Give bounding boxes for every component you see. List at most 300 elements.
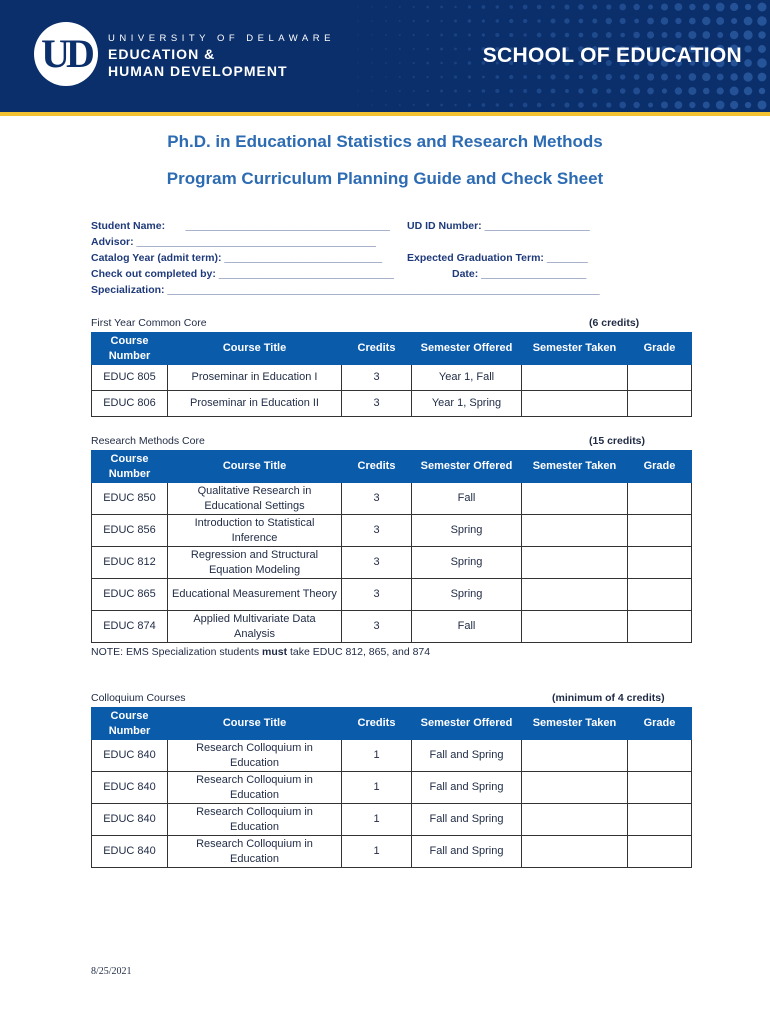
decorative-dot xyxy=(427,34,429,36)
course-credits: 3 xyxy=(342,365,412,391)
decorative-dot xyxy=(413,62,415,64)
decorative-dot xyxy=(550,32,555,37)
table-header-row xyxy=(92,333,692,365)
decorative-dot xyxy=(730,3,738,11)
section-credits: (15 credits) xyxy=(589,435,646,447)
decorative-dot xyxy=(592,74,598,80)
table-row xyxy=(92,579,692,611)
course-table xyxy=(91,707,692,868)
decorative-dot xyxy=(509,89,513,93)
decorative-dot xyxy=(357,20,358,21)
decorative-dot xyxy=(551,103,555,107)
decorative-dot xyxy=(523,75,527,79)
decorative-dot xyxy=(440,6,443,9)
decorative-dot xyxy=(757,16,766,25)
semester-taken-cell[interactable] xyxy=(522,391,628,417)
decorative-dot xyxy=(661,3,668,10)
decorative-dot xyxy=(633,102,639,108)
course-title: Research Colloquium in Education xyxy=(168,772,342,804)
semester-offered: Spring xyxy=(412,515,522,547)
decorative-dot xyxy=(689,4,695,10)
header-banner xyxy=(0,0,770,112)
decorative-dot xyxy=(689,102,695,108)
decorative-dot xyxy=(496,5,499,8)
decorative-dot xyxy=(578,102,584,108)
semester-taken-cell[interactable] xyxy=(522,804,628,836)
grade-cell[interactable] xyxy=(628,547,692,579)
note-prefix: NOTE: EMS Specialization students xyxy=(91,646,262,658)
college-name-line1: EDUCATION & xyxy=(108,46,216,62)
col-semester-taken: Semester Taken xyxy=(522,708,628,740)
course-number: EDUC 874 xyxy=(92,611,168,643)
decorative-dot xyxy=(675,32,682,39)
course-number: EDUC 865 xyxy=(92,579,168,611)
decorative-dot xyxy=(399,6,401,8)
course-title: Qualitative Research in Educational Settings xyxy=(168,483,342,515)
course-title: Research Colloquium in Education xyxy=(168,836,342,868)
decorative-dot xyxy=(468,61,472,65)
decorative-dot xyxy=(634,74,640,80)
decorative-dot xyxy=(426,62,429,65)
course-credits: 1 xyxy=(342,836,412,868)
decorative-dot xyxy=(371,104,372,105)
course-title: Research Colloquium in Education xyxy=(168,740,342,772)
col-grade: Grade xyxy=(628,451,692,483)
decorative-dot xyxy=(661,32,667,38)
decorative-dot xyxy=(744,17,753,26)
decorative-dot xyxy=(399,76,401,78)
decorative-dot xyxy=(385,6,387,8)
col-semester-taken: Semester Taken xyxy=(522,451,628,483)
decorative-dot xyxy=(578,33,583,38)
decorative-dot xyxy=(357,48,358,49)
decorative-dot xyxy=(730,73,737,80)
semester-offered: Fall and Spring xyxy=(412,772,522,804)
decorative-dot xyxy=(743,30,752,39)
course-title: Proseminar in Education I xyxy=(168,365,342,391)
decorative-dot xyxy=(620,18,626,24)
decorative-dot xyxy=(551,5,555,9)
footer-date: 8/25/2021 xyxy=(91,966,132,977)
decorative-dot xyxy=(481,103,485,107)
decorative-dot xyxy=(385,62,387,64)
course-number: EDUC 840 xyxy=(92,740,168,772)
decorative-dot xyxy=(743,72,752,81)
decorative-dot xyxy=(702,17,710,25)
section-credits: (6 credits) xyxy=(589,317,640,329)
grade-cell[interactable] xyxy=(628,391,692,417)
decorative-dot xyxy=(592,5,597,10)
decorative-dot xyxy=(440,20,442,22)
decorative-dot xyxy=(717,74,724,81)
course-table xyxy=(91,450,692,643)
col-semester-taken: Semester Taken xyxy=(522,333,628,365)
decorative-dot xyxy=(454,6,456,8)
course-credits: 3 xyxy=(342,391,412,417)
semester-offered: Fall and Spring xyxy=(412,740,522,772)
course-number: EDUC 806 xyxy=(92,391,168,417)
course-title: Regression and Structural Equation Modeling xyxy=(168,547,342,579)
semester-offered: Fall xyxy=(412,611,522,643)
table-header-row xyxy=(92,708,692,740)
decorative-dot xyxy=(523,5,528,10)
decorative-dot xyxy=(399,48,401,50)
decorative-dot xyxy=(633,4,639,10)
decorative-dot xyxy=(357,62,358,63)
decorative-dot xyxy=(454,33,457,36)
grade-cell[interactable] xyxy=(628,740,692,772)
table-row xyxy=(92,740,692,772)
decorative-dot xyxy=(537,33,542,38)
col-course-title: Course Title xyxy=(168,333,342,365)
decorative-dot xyxy=(482,76,485,79)
semester-offered: Year 1, Spring xyxy=(412,391,522,417)
section-label: Colloquium Courses xyxy=(91,692,186,704)
decorative-dot xyxy=(703,88,710,95)
decorative-dot xyxy=(468,75,471,78)
note-suffix: take EDUC 812, 865, and 874 xyxy=(287,646,431,658)
table-row xyxy=(92,772,692,804)
decorative-dot xyxy=(703,4,710,11)
decorative-dot xyxy=(579,75,583,79)
decorative-dot xyxy=(537,89,542,94)
decorative-dot xyxy=(717,87,724,94)
decorative-dot xyxy=(385,20,387,22)
decorative-dot xyxy=(399,20,401,22)
decorative-dot xyxy=(413,6,415,8)
semester-taken-cell[interactable] xyxy=(522,740,628,772)
decorative-dot xyxy=(482,19,485,22)
decorative-dot xyxy=(662,88,667,93)
decorative-dot xyxy=(413,48,415,50)
course-title: Applied Multivariate Data Analysis xyxy=(168,611,342,643)
section-label: First Year Common Core xyxy=(91,317,207,329)
decorative-dot xyxy=(357,104,358,105)
col-course-number: Course Number xyxy=(92,708,168,740)
decorative-dot xyxy=(385,104,387,106)
section-credits: (minimum of 4 credits) xyxy=(552,692,665,704)
decorative-dot xyxy=(758,3,767,12)
course-credits: 3 xyxy=(342,611,412,643)
grade-cell[interactable] xyxy=(628,365,692,391)
decorative-dot xyxy=(647,73,654,80)
table-row xyxy=(92,547,692,579)
decorative-dot xyxy=(633,88,640,95)
decorative-dot xyxy=(606,4,611,9)
decorative-dot xyxy=(523,103,528,108)
decorative-dot xyxy=(647,31,654,38)
decorative-dot xyxy=(758,73,767,82)
decorative-dot xyxy=(564,102,569,107)
table-row xyxy=(92,611,692,643)
decorative-dot xyxy=(523,19,527,23)
grade-cell[interactable] xyxy=(628,515,692,547)
decorative-dot xyxy=(758,45,766,53)
decorative-dot xyxy=(509,5,513,9)
semester-taken-cell[interactable] xyxy=(522,515,628,547)
course-credits: 3 xyxy=(342,579,412,611)
course-credits: 3 xyxy=(342,515,412,547)
decorative-dot xyxy=(744,59,752,67)
decorative-dot xyxy=(413,90,415,92)
decorative-dot xyxy=(592,88,598,94)
col-semester-offered: Semester Offered xyxy=(412,451,522,483)
decorative-dot xyxy=(399,90,401,92)
course-title: Research Colloquium in Education xyxy=(168,804,342,836)
college-name-line2: HUMAN DEVELOPMENT xyxy=(108,63,288,79)
decorative-dot xyxy=(468,5,471,8)
decorative-dot xyxy=(385,90,387,92)
decorative-dot xyxy=(440,90,443,93)
decorative-dot xyxy=(757,58,767,68)
col-course-title: Course Title xyxy=(168,708,342,740)
decorative-dot xyxy=(440,48,443,51)
ud-id-field[interactable]: UD ID Number: __________________ xyxy=(407,220,590,232)
decorative-dot xyxy=(606,32,612,38)
decorative-dot xyxy=(745,102,751,108)
course-title: Proseminar in Education II xyxy=(168,391,342,417)
decorative-dot xyxy=(688,87,696,95)
decorative-dot xyxy=(454,48,457,51)
course-credits: 1 xyxy=(342,740,412,772)
decorative-dot xyxy=(592,103,597,108)
col-semester-offered: Semester Offered xyxy=(412,333,522,365)
decorative-dot xyxy=(676,74,681,79)
course-number: EDUC 805 xyxy=(92,365,168,391)
decorative-dot xyxy=(495,75,499,79)
catalog-year-field[interactable]: Catalog Year (admit term): ___________________________ xyxy=(91,252,383,264)
course-title: Introduction to Statistical Inference xyxy=(168,515,342,547)
semester-offered: Fall and Spring xyxy=(412,804,522,836)
note-emphasis: must xyxy=(262,646,288,658)
decorative-dot xyxy=(565,89,569,93)
course-number: EDUC 840 xyxy=(92,836,168,868)
decorative-dot xyxy=(385,76,387,78)
decorative-dot xyxy=(440,62,443,65)
specialization-field[interactable]: Specialization: __________________________________________________________________________ xyxy=(91,284,600,296)
decorative-dot xyxy=(509,75,513,79)
decorative-dot xyxy=(496,103,499,106)
decorative-dot xyxy=(357,90,358,91)
decorative-dot xyxy=(385,34,387,36)
decorative-dot xyxy=(413,104,415,106)
decorative-dot xyxy=(454,75,457,78)
decorative-dot xyxy=(495,33,499,37)
decorative-dot xyxy=(661,74,668,81)
decorative-dot xyxy=(688,31,696,39)
decorative-dot xyxy=(730,101,738,109)
table-row xyxy=(92,515,692,547)
grade-cell[interactable] xyxy=(628,772,692,804)
decorative-dot xyxy=(468,47,471,50)
grade-cell[interactable] xyxy=(628,483,692,515)
decorative-dot xyxy=(675,3,683,11)
semester-taken-cell[interactable] xyxy=(522,772,628,804)
expected-graduation-field[interactable]: Expected Graduation Term: _______ xyxy=(407,252,588,264)
decorative-dot xyxy=(579,19,584,24)
course-number: EDUC 812 xyxy=(92,547,168,579)
decorative-dot xyxy=(716,17,724,25)
decorative-dot xyxy=(496,19,499,22)
semester-taken-cell[interactable] xyxy=(522,483,628,515)
decorative-dot xyxy=(454,104,456,106)
course-number: EDUC 840 xyxy=(92,804,168,836)
decorative-dot xyxy=(730,31,738,39)
decorative-dot xyxy=(537,103,542,108)
decorative-dot xyxy=(509,19,513,23)
decorative-dot xyxy=(426,6,429,9)
decorative-dot xyxy=(675,18,681,24)
decorative-dot xyxy=(606,102,611,107)
col-course-number: Course Number xyxy=(92,451,168,483)
decorative-dot xyxy=(606,74,612,80)
semester-offered: Spring xyxy=(412,579,522,611)
decorative-dot xyxy=(592,18,597,23)
col-course-number: Course Number xyxy=(92,333,168,365)
decorative-dot xyxy=(537,5,542,10)
course-credits: 1 xyxy=(342,772,412,804)
date-field[interactable]: Date: __________________ xyxy=(452,268,587,280)
decorative-dot xyxy=(689,18,696,25)
university-name: UNIVERSITY OF DELAWARE xyxy=(108,33,335,44)
decorative-dot xyxy=(426,20,429,23)
decorative-dot xyxy=(413,76,415,78)
decorative-dot xyxy=(744,87,752,95)
course-title: Educational Measurement Theory xyxy=(168,579,342,611)
table-header-row xyxy=(92,451,692,483)
decorative-dot xyxy=(371,76,372,77)
semester-taken-cell[interactable] xyxy=(522,579,628,611)
semester-taken-cell[interactable] xyxy=(522,365,628,391)
specialization-note xyxy=(91,646,430,658)
decorative-dot xyxy=(371,34,372,35)
decorative-dot xyxy=(661,17,668,24)
semester-taken-cell[interactable] xyxy=(522,836,628,868)
decorative-dot xyxy=(440,76,443,79)
decorative-dot xyxy=(703,102,710,109)
decorative-dot xyxy=(716,3,725,12)
grade-cell[interactable] xyxy=(628,836,692,868)
decorative-dot xyxy=(702,73,710,81)
decorative-dot xyxy=(426,48,429,51)
decorative-dot xyxy=(648,102,653,107)
decorative-dot xyxy=(537,19,541,23)
decorative-dot xyxy=(550,74,555,79)
decorative-dot xyxy=(634,19,639,24)
semester-taken-cell[interactable] xyxy=(522,611,628,643)
decorative-dot xyxy=(675,87,682,94)
decorative-dot xyxy=(399,104,401,106)
col-grade: Grade xyxy=(628,333,692,365)
col-credits: Credits xyxy=(342,451,412,483)
decorative-dot xyxy=(509,33,513,37)
course-number: EDUC 856 xyxy=(92,515,168,547)
decorative-dot xyxy=(454,89,457,92)
decorative-dot xyxy=(606,18,612,24)
course-credits: 3 xyxy=(342,547,412,579)
decorative-dot xyxy=(745,4,751,10)
decorative-dot xyxy=(524,33,527,36)
decorative-dot xyxy=(468,90,471,93)
school-name: SCHOOL OF EDUCATION xyxy=(482,44,742,67)
col-semester-offered: Semester Offered xyxy=(412,708,522,740)
decorative-dot xyxy=(371,90,372,91)
decorative-dot xyxy=(357,76,358,77)
course-credits: 3 xyxy=(342,483,412,515)
decorative-dot xyxy=(523,89,527,93)
grade-cell[interactable] xyxy=(628,804,692,836)
decorative-dot xyxy=(482,33,485,36)
decorative-dot xyxy=(413,34,415,36)
student-name-field[interactable]: Student Name: ___________________________________ xyxy=(91,220,390,232)
table-row xyxy=(92,483,692,515)
table-row xyxy=(92,836,692,868)
decorative-dot xyxy=(551,89,556,94)
semester-taken-cell[interactable] xyxy=(522,547,628,579)
grade-cell[interactable] xyxy=(628,611,692,643)
decorative-dot xyxy=(537,75,541,79)
decorative-dot xyxy=(468,103,471,106)
ud-logo-monogram: UD xyxy=(41,31,91,76)
semester-offered: Fall xyxy=(412,483,522,515)
decorative-dot xyxy=(371,62,372,63)
decorative-dot xyxy=(454,62,457,65)
decorative-dot xyxy=(619,102,626,109)
banner-stripe xyxy=(0,112,770,116)
decorative-dot xyxy=(689,73,697,81)
col-credits: Credits xyxy=(342,708,412,740)
decorative-dot xyxy=(565,33,570,38)
decorative-dot xyxy=(759,88,766,95)
document-title: Ph.D. in Educational Statistics and Research Methods xyxy=(167,132,603,151)
decorative-dot xyxy=(564,18,569,23)
course-number: EDUC 840 xyxy=(92,772,168,804)
decorative-dot xyxy=(730,87,739,96)
decorative-dot xyxy=(620,33,625,38)
decorative-dot xyxy=(427,76,429,78)
decorative-dot xyxy=(661,101,668,108)
decorative-dot xyxy=(578,88,583,93)
document-subtitle: Program Curriculum Planning Guide and Check Sheet xyxy=(166,169,604,188)
decorative-dot xyxy=(399,34,401,36)
decorative-dot xyxy=(633,32,640,39)
decorative-dot xyxy=(675,101,683,109)
decorative-dot xyxy=(702,31,710,39)
decorative-dot xyxy=(564,74,569,79)
decorative-dot xyxy=(454,19,457,22)
decorative-dot xyxy=(578,4,584,10)
decorative-dot xyxy=(620,88,626,94)
decorative-dot xyxy=(481,5,485,9)
decorative-dot xyxy=(731,18,737,24)
decorative-dot xyxy=(647,18,654,25)
decorative-dot xyxy=(757,100,766,109)
advisor-field[interactable]: Advisor: _________________________________________ xyxy=(91,236,376,248)
decorative-dot xyxy=(468,34,471,37)
decorative-dot xyxy=(426,90,428,92)
table-row xyxy=(92,804,692,836)
decorative-dot xyxy=(426,104,429,107)
checkout-field[interactable]: Check out completed by: ______________________________ xyxy=(91,268,394,280)
course-number: EDUC 850 xyxy=(92,483,168,515)
semester-offered: Spring xyxy=(412,547,522,579)
grade-cell[interactable] xyxy=(628,579,692,611)
decorative-dot xyxy=(647,88,654,95)
col-grade: Grade xyxy=(628,708,692,740)
decorative-dot xyxy=(744,45,751,52)
decorative-dot xyxy=(482,89,486,93)
decorative-dot xyxy=(357,34,358,35)
